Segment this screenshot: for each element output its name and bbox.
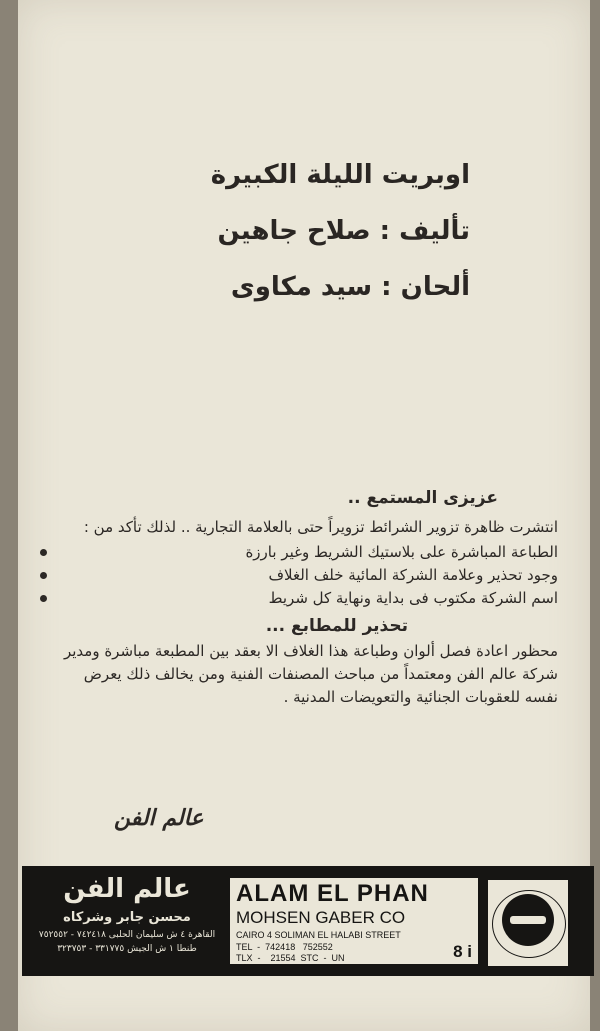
globe-logo xyxy=(486,878,570,968)
globe-icon xyxy=(502,894,554,946)
warning-heading: تحذير للمطابع ... xyxy=(265,616,408,636)
notice-greeting: عزيزى المستمع .. xyxy=(347,488,498,508)
bullet-icon xyxy=(40,572,47,579)
arabic-company-name: محسن جابر وشركاه xyxy=(63,910,191,925)
bullet-icon xyxy=(40,595,47,602)
english-brand-name: ALAM EL PHAN xyxy=(236,880,429,907)
signature: عالم الفن xyxy=(114,806,204,831)
credits-block xyxy=(211,160,470,328)
notice-intro: انتشرت ظاهرة تزوير الشرائط تزويراً حتى بالعلامة التجارية .. لذلك تأكد من : xyxy=(83,518,558,536)
bullet-icon xyxy=(40,549,47,556)
arabic-brand-name: عالم الفن xyxy=(63,874,191,904)
check-text: اسم الشركة مكتوب فى بداية ونهاية كل شريط xyxy=(268,589,558,607)
arabic-publisher-block xyxy=(32,874,222,964)
publisher-banner xyxy=(22,866,594,976)
catalog-code: 8 i xyxy=(453,942,472,961)
arabic-address-tanta: طنطا ١ ش الجيش ٣٣١٧٧٥ - ٣٢٣٧٥٣ xyxy=(57,944,197,954)
album-title: اوبريت الليلة الكبيرة xyxy=(210,160,470,190)
logo-band xyxy=(510,916,546,924)
check-text: الطباعة المباشرة على بلاستيك الشريط وغير بارزة xyxy=(245,543,558,561)
list-item xyxy=(54,587,558,610)
check-list xyxy=(54,541,558,610)
composer-credit: ألحان : سيد مكاوى xyxy=(230,272,470,302)
arabic-address-cairo: القاهرة ٤ ش سليمان الحلبى ٧٤٢٤١٨ - ٧٥٢٥٥٢ xyxy=(38,930,216,940)
check-text: وجود تحذير وعلامة الشركة المائية خلف الغلاف xyxy=(268,566,558,584)
cassette-cover xyxy=(18,0,590,1031)
anti-piracy-notice xyxy=(54,488,558,709)
telephone: TEL - 742418 752552 xyxy=(236,942,333,952)
warning-text: محظور اعادة فصل ألوان وطباعة هذا الغلاف الا بعقد بين المطبعة مباشرة ومدير شركة عالم الفن ومعتمداً من مباحث المصنفات الفنية ومن يخالف ذلك يعرض نفسه للعقوبات الجنائية والتعويضات المدنية . xyxy=(63,642,558,706)
english-publisher-block xyxy=(230,878,478,964)
english-company-name: MOHSEN GABER CO xyxy=(236,908,406,927)
telex: TLX - 21554 STC - UN xyxy=(236,953,345,963)
list-item xyxy=(54,541,558,564)
english-address: CAIRO 4 SOLIMAN EL HALABI STREET xyxy=(236,930,401,940)
author-credit: تأليف : صلاح جاهين xyxy=(217,216,470,246)
list-item xyxy=(54,564,558,587)
